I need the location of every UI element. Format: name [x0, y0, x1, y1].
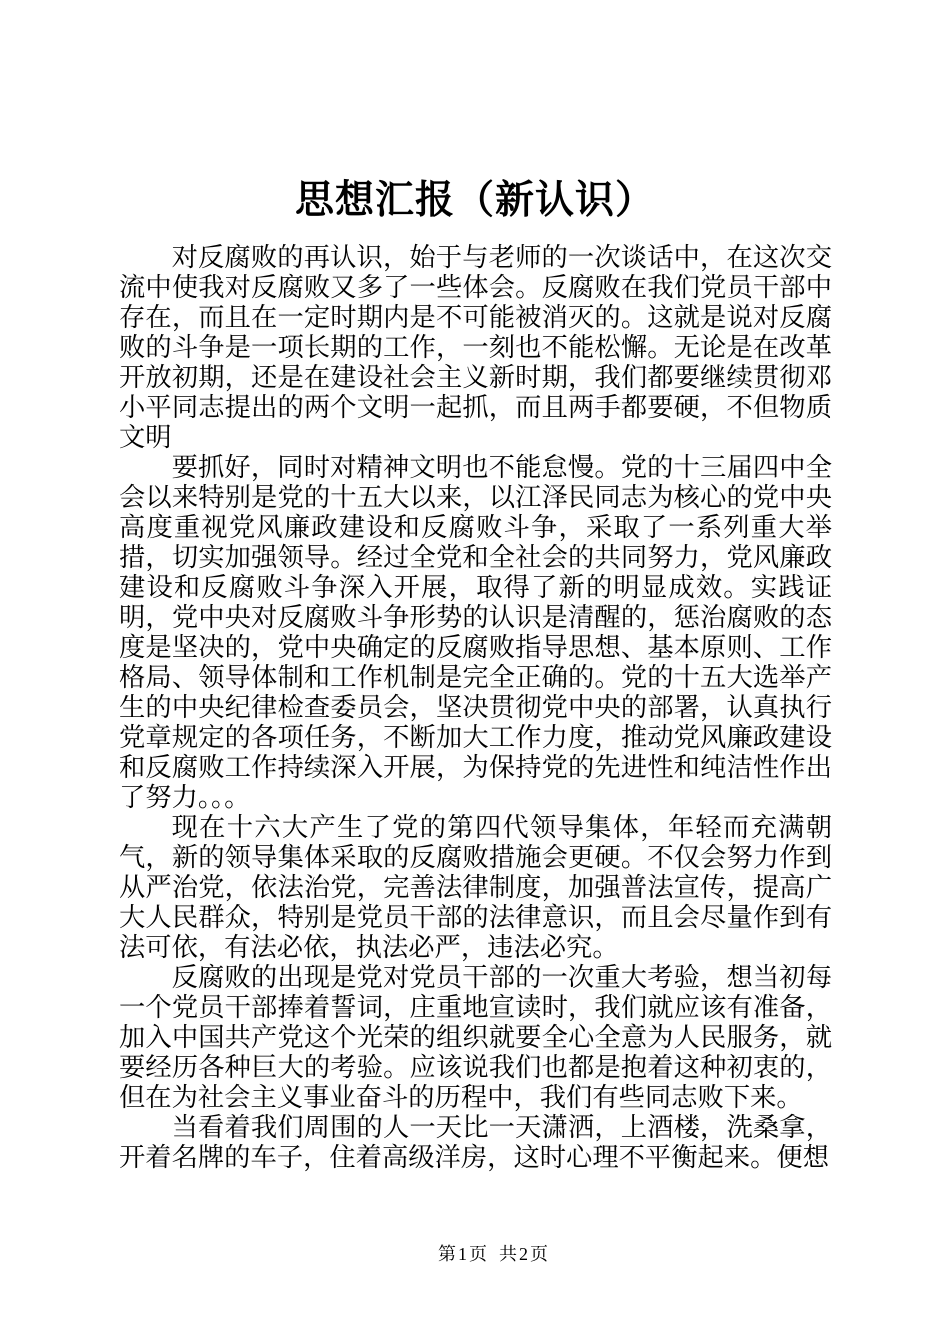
paragraph-5: 当看着我们周围的人一天比一天潇洒，上酒楼，洗桑拿，开着名牌的车子，住着高级洋房，这时心理不平衡起来。便想 — [119, 1113, 832, 1172]
paragraph-1: 对反腐败的再认识，始于与老师的一次谈话中，在这次交流中使我对反腐败又多了一些体会。反腐败在我们党员干部中存在，而且在一定时期内是不可能被消灭的。这就是说对反腐败的斗争是一项长期的工作，一刻也不能松懈。无论是在改革开放初期，还是在建设社会主义新时期，我们都要继续贯彻邓小平同志提出的两个文明一起抓，而且两手都要硬，不但物质文明 — [119, 243, 832, 452]
paragraph-4: 反腐败的出现是党对党员干部的一次重大考验，想当初每一个党员干部捧着誓词，庄重地宣读时，我们就应该有准备，加入中国共产党这个光荣的组织就要全心全意为人民服务，就要经历各种巨大的考验。应该说我们也都是抱着这种初衷的，但在为社会主义事业奋斗的历程中，我们有些同志败下来。 — [119, 963, 832, 1112]
paragraph-3: 现在十六大产生了党的第四代领导集体，年轻而充满朝气，新的领导集体采取的反腐败措施会更硬。不仅会努力作到从严治党，依法治党，完善法律制度，加强普法宣传，提高广大人民群众，特别是党员干部的法律意识，而且会尽量作到有法可依，有法必依，执法必严，违法必究。 — [119, 813, 832, 962]
footer-page-total: 共2页 — [499, 1244, 550, 1264]
page-footer — [438, 1243, 550, 1265]
document-body — [119, 243, 832, 1173]
document-title: 思想汇报（新认识） — [294, 179, 655, 222]
paragraph-2: 要抓好，同时对精神文明也不能怠慢。党的十三届四中全会以来特别是党的十五大以来，以江泽民同志为核心的党中央高度重视党风廉政建设和反腐败斗争，采取了一系列重大举措，切实加强领导。经过全党和全社会的共同努力，党风廉政建设和反腐败斗争深入开展，取得了新的明显成效。实践证明，党中央对反腐败斗争形势的认识是清醒的，惩治腐败的态度是坚决的，党中央确定的反腐败指导思想、基本原则、工作格局、领导体制和工作机制是完全正确的。党的十五大选举产生的中央纪律检查委员会，坚决贯彻党中央的部署，认真执行党章规定的各项任务，不断加大工作力度，推动党风廉政建设和反腐败工作持续深入开展，为保持党的先进性和纯洁性作出了努力。。。 — [119, 453, 832, 812]
footer-page-number: 第1页 — [438, 1244, 489, 1264]
